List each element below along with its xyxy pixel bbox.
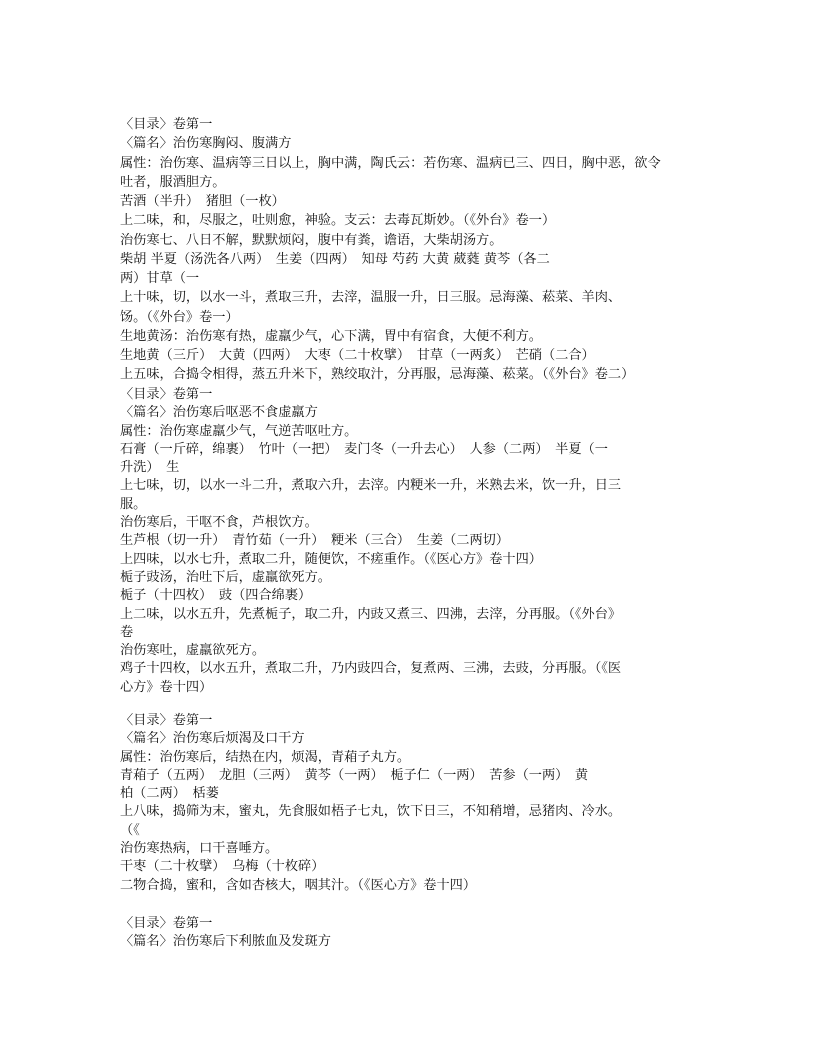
section-vomiting-weakness (120, 386, 700, 697)
text-line: 治伤寒吐，虚羸欲死方。 (120, 643, 266, 659)
text-line: 柴胡 半夏（汤洗各八两） 生姜（四两） 知母 芍药 大黄 葳蕤 黄芩（各二 (120, 251, 550, 267)
text-line: 〈篇名〉治伤寒后下利脓血及发斑方 (120, 934, 331, 950)
text-line: 属性：治伤寒后，结热在内，烦渴，青葙子丸方。 (120, 749, 411, 765)
text-line: 吐者，服酒胆方。 (120, 174, 226, 190)
text-line: 〈目录〉卷第一 (120, 117, 213, 132)
text-line: （《 (120, 822, 140, 838)
text-line: 治伤寒热病，口干喜唾方。 (120, 841, 279, 857)
text-line: 上五味，合捣令相得，蒸五升米下，熟绞取汁，分再服，忌海藻、菘菜。（《外台》卷二） (120, 367, 635, 383)
text-line: 苦酒（半升） 猪胆（一枚） (120, 194, 285, 209)
text-line: 〈目录〉卷第一 (120, 387, 213, 402)
text-line: 两）甘草（一 (120, 271, 200, 286)
text-line: 饧。（《外台》卷一） (120, 309, 239, 325)
text-line: 鸡子十四枚，以水五升，煮取二升，乃内豉四合，复煮两、三沸，去豉，分再服。（《医 (120, 661, 622, 677)
text-line: 上七味，切，以水一斗二升，煮取六升，去滓。内粳米一升，米熟去米，饮一升，日三 (120, 478, 622, 494)
text-line: 上八味，捣筛为末，蜜丸，先食服如梧子七丸，饮下日三，不知稍增，忌猪肉、冷水。 (120, 804, 622, 820)
text-line: 石膏（一斤碎，绵裹） 竹叶（一把） 麦门冬（一升去心） 人参（二两） 半夏（一 (120, 441, 608, 457)
text-line: 生地黄汤：治伤寒有热，虚羸少气，心下满，胃中有宿食，大便不利方。 (120, 328, 542, 344)
text-line: 生芦根（切一升） 青竹茹（一升） 粳米（三合） 生姜（二两切） (120, 533, 510, 549)
section-chest-fullness (120, 115, 700, 385)
section-thirst-dry-mouth (120, 712, 700, 895)
text-line: 青葙子（五两） 龙胆（三两） 黄芩（一两） 栀子仁（一两） 苦参（一两） 黄 (120, 767, 589, 783)
text-line: 卷 (120, 624, 134, 640)
text-line: 二物合捣，蜜和，含如杏核大，咽其汁。（《医心方》卷十四） (120, 877, 477, 893)
text-line: 干枣（二十枚擘） 乌梅（十枚碎） (120, 859, 325, 875)
text-line: 治伤寒后，干呕不食，芦根饮方。 (120, 515, 318, 531)
text-line: 上二味，以水五升，先煮栀子，取二升，内豉又煮三、四沸，去滓，分再服。（《外台》 (120, 606, 622, 622)
text-line: 心方》卷十四） (120, 679, 213, 695)
text-line: 栀子豉汤，治吐下后，虚羸欲死方。 (120, 569, 331, 585)
text-line: 升洗） 生 (120, 460, 180, 476)
text-line: 〈篇名〉治伤寒后烦渴及口干方 (120, 731, 305, 747)
text-line: 〈目录〉卷第一 (120, 713, 213, 728)
text-line: 服。 (120, 496, 147, 512)
section-diarrhea-blood (120, 915, 700, 952)
text-line: 栀子（十四枚） 豉（四合绵裹） (120, 588, 312, 604)
text-line: 上二味，和，尽服之，吐则愈，神验。支云：去毒瓦斯妙。（《外台》卷一） (120, 213, 556, 229)
text-line: 上四味，以水七升，煮取二升，随便饮，不瘥重作。（《医心方》卷十四） (120, 551, 542, 567)
text-line: 〈目录〉卷第一 (120, 916, 213, 931)
text-line: 治伤寒七、八日不解，默默烦闷，腹中有粪，谵语，大柴胡汤方。 (120, 232, 503, 248)
text-line: 属性：治伤寒、温病等三日以上，胸中满，陶氏云：若伤寒、温病已三、四日，胸中恶，欲令 (120, 155, 661, 171)
text-line: 〈篇名〉治伤寒胸闷、腹满方 (120, 136, 292, 152)
text-line: 〈篇名〉治伤寒后呕恶不食虚羸方 (120, 405, 318, 421)
text-line: 生地黄（三斤） 大黄（四两） 大枣（二十枚擘） 甘草（一两炙） 芒硝（二合） (120, 348, 595, 363)
text-line: 上十味，切，以水一斗，煮取三升，去滓，温服一升，日三服。忌海藻、菘菜、羊肉、 (120, 290, 622, 306)
text-line: 柏（二两） 栝蒌 (120, 786, 219, 802)
text-line: 属性：治伤寒虚羸少气，气逆苦呕吐方。 (120, 423, 358, 439)
